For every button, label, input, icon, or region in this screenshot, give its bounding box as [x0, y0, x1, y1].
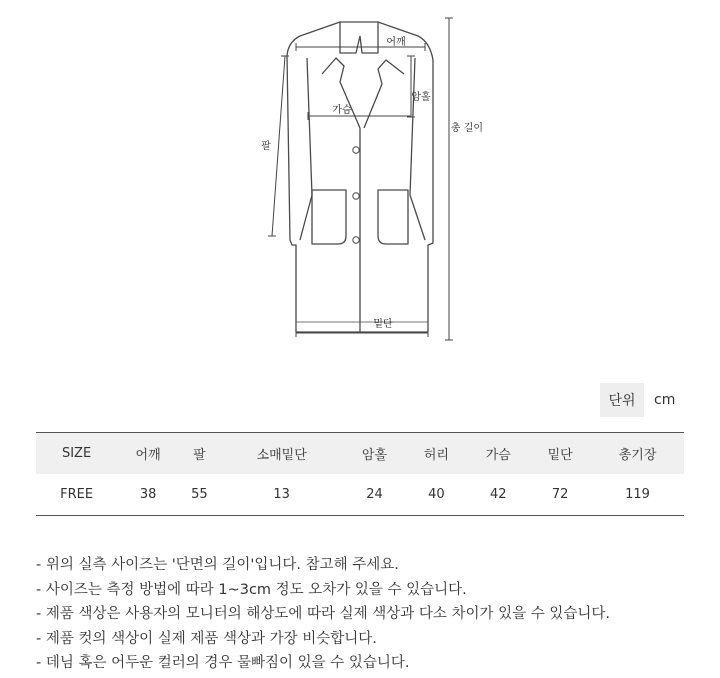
header-shoulder: 어깨	[117, 433, 179, 475]
cell-sleeve-hem: 13	[220, 474, 344, 516]
cell-sleeve: 55	[179, 474, 220, 516]
table-header-row	[36, 433, 684, 475]
unit-indicator	[600, 383, 675, 417]
cell-armhole: 24	[344, 474, 406, 516]
cell-shoulder: 38	[117, 474, 179, 516]
size-table	[36, 432, 684, 516]
label-hem: 밑단	[373, 319, 393, 330]
cell-hem: 72	[529, 474, 591, 516]
header-sleeve-hem: 소매밑단	[220, 433, 344, 475]
unit-label: 단위	[600, 383, 644, 417]
cell-chest: 42	[467, 474, 529, 516]
table-row	[36, 474, 684, 516]
size-notes	[36, 553, 610, 676]
header-sleeve: 팔	[179, 433, 220, 475]
header-chest: 가슴	[467, 433, 529, 475]
coat-buttons	[353, 147, 359, 243]
header-size: SIZE	[36, 433, 117, 475]
label-chest: 가슴	[332, 105, 352, 116]
cell-waist: 40	[405, 474, 467, 516]
header-armhole: 암홀	[344, 433, 406, 475]
header-hem: 밑단	[529, 433, 591, 475]
cell-size: FREE	[36, 474, 117, 516]
label-armhole: 암홀	[411, 92, 431, 103]
header-total-length: 총기장	[591, 433, 684, 475]
list-item: - 제품 색상은 사용자의 모니터의 해상도에 따라 실제 색상과 다소 차이가 있을 수 있습니다.	[36, 606, 611, 623]
label-sleeve: 팔	[261, 141, 271, 152]
cell-total-length: 119	[591, 474, 684, 516]
list-item: - 제품 컷의 색상이 실제 제품 색상과 가장 비슷합니다.	[36, 630, 377, 647]
header-waist: 허리	[405, 433, 467, 475]
sleeve-measure-line	[272, 56, 285, 236]
label-total-length: 총 길이	[450, 123, 484, 134]
unit-value: cm	[654, 392, 676, 408]
list-item: - 데님 혹은 어두운 컬러의 경우 물빠짐이 있을 수 있습니다.	[36, 655, 410, 672]
list-item: - 위의 실측 사이즈는 '단면의 길이'입니다. 참고해 주세요.	[36, 557, 399, 573]
label-shoulder: 어깨	[386, 37, 406, 48]
list-item: - 사이즈는 측정 방법에 따라 1~3cm 정도 오차가 있을 수 있습니다.	[36, 581, 467, 598]
